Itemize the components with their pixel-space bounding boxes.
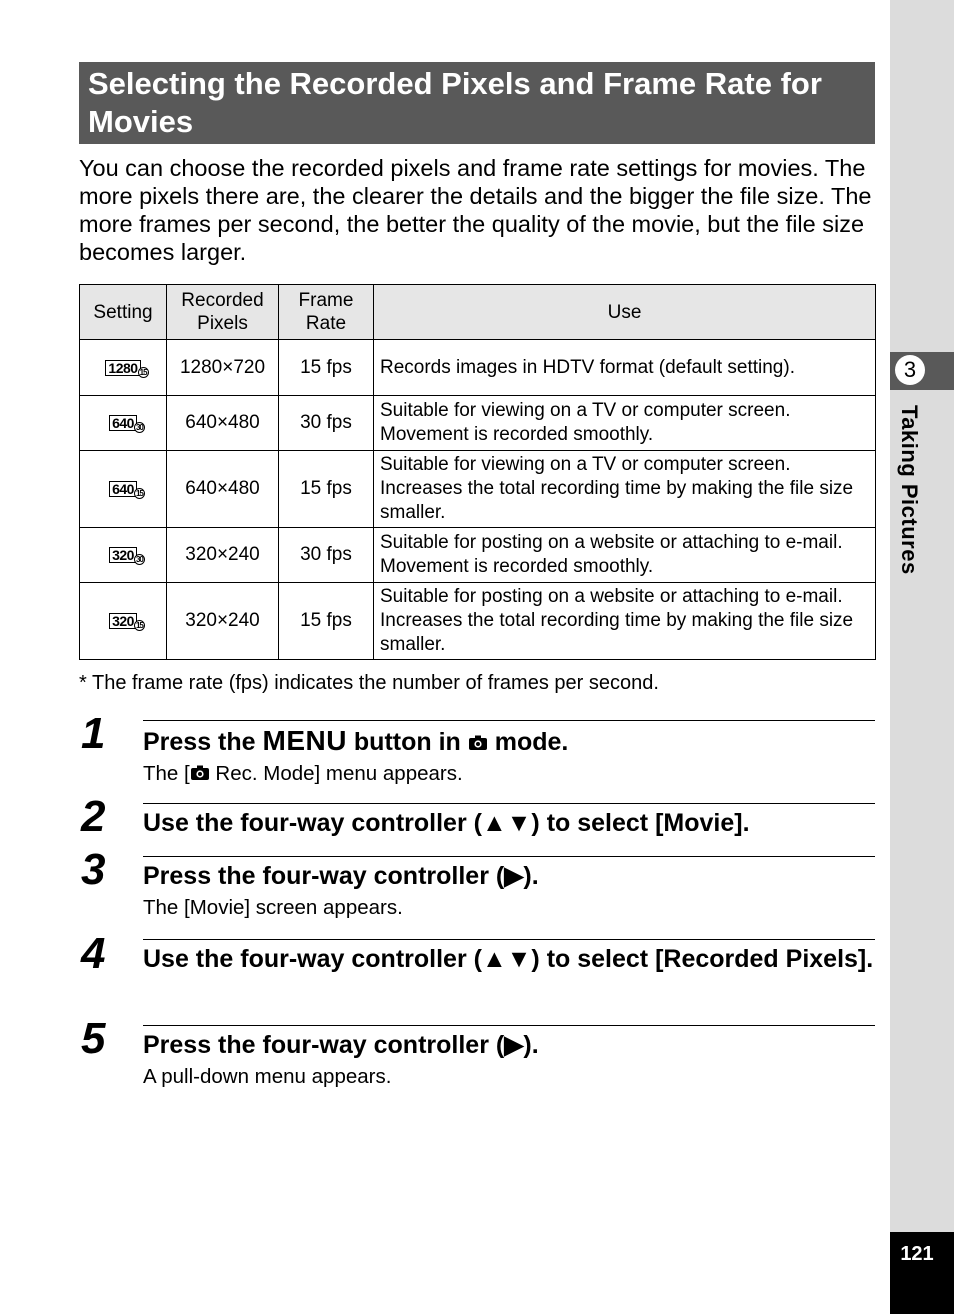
setting-cell bbox=[80, 340, 167, 396]
pixels-cell: 1280×720 bbox=[167, 340, 279, 396]
step-number: 4 bbox=[81, 929, 106, 978]
header-recorded-pixels: Recorded Pixels bbox=[167, 285, 279, 340]
step-text: Press the four-way controller (▶). bbox=[143, 862, 539, 890]
pixels-cell: 320×240 bbox=[167, 583, 279, 660]
footnote: * The frame rate (fps) indicates the number of frames per second. bbox=[79, 672, 659, 694]
movie-resolution-icon: 640 30 bbox=[109, 415, 137, 431]
header-frame-rate: Frame Rate bbox=[279, 285, 374, 340]
camera-icon bbox=[190, 765, 210, 781]
setting-cell bbox=[80, 583, 167, 660]
step-result: The [ Rec. Mode] menu appears. bbox=[143, 762, 463, 785]
step-result: A pull-down menu appears. bbox=[143, 1065, 392, 1088]
table-header-row bbox=[80, 285, 876, 340]
use-cell: Suitable for posting on a website or attaching to e-mail. Increases the total recording time by making the file size smaller. bbox=[374, 583, 876, 660]
page-title: Selecting the Recorded Pixels and Frame Rate for Movies bbox=[88, 66, 822, 139]
setting-cell bbox=[80, 396, 167, 451]
step-result: The [Movie] screen appears. bbox=[143, 896, 403, 919]
pixels-cell: 640×480 bbox=[167, 451, 279, 528]
step-3 bbox=[143, 856, 875, 922]
side-margin bbox=[890, 0, 954, 1314]
page-number: 121 bbox=[900, 1243, 934, 1265]
step-number: 3 bbox=[81, 845, 106, 894]
chapter-number: 3 bbox=[895, 355, 925, 385]
settings-table bbox=[79, 284, 876, 660]
step-text: Use the four-way controller (▲▼) to select [Recorded Pixels]. bbox=[143, 945, 874, 973]
table-row bbox=[80, 528, 876, 583]
pixels-cell: 320×240 bbox=[167, 528, 279, 583]
rate-cell: 15 fps bbox=[279, 340, 374, 396]
step-text: Press the MENU button in mode. bbox=[143, 725, 569, 756]
header-setting: Setting bbox=[80, 285, 167, 340]
step-number: 1 bbox=[81, 709, 106, 758]
use-cell: Suitable for viewing on a TV or computer screen. Movement is recorded smoothly. bbox=[374, 396, 876, 451]
rate-cell: 15 fps bbox=[279, 451, 374, 528]
rate-cell: 30 fps bbox=[279, 396, 374, 451]
rate-cell: 15 fps bbox=[279, 583, 374, 660]
movie-resolution-icon: 1280 15 bbox=[105, 360, 140, 376]
step-text: Press the four-way controller (▶). bbox=[143, 1031, 539, 1059]
pixels-cell: 640×480 bbox=[167, 396, 279, 451]
step-2 bbox=[143, 803, 875, 841]
use-cell: Suitable for posting on a website or attaching to e-mail. Movement is recorded smoothly. bbox=[374, 528, 876, 583]
step-5 bbox=[143, 1025, 875, 1091]
step-4 bbox=[143, 939, 875, 977]
step-text: Use the four-way controller (▲▼) to select [Movie]. bbox=[143, 809, 750, 837]
movie-resolution-icon: 320 15 bbox=[109, 613, 137, 629]
use-cell: Suitable for viewing on a TV or computer screen. Increases the total recording time by making the file size smaller. bbox=[374, 451, 876, 528]
setting-cell bbox=[80, 451, 167, 528]
intro-paragraph: You can choose the recorded pixels and frame rate settings for movies. The more pixels there are, the clearer the details and the bigger the file size. The more frames per second, the better the quality of the movie, but the file size becomes larger. bbox=[79, 155, 872, 265]
use-cell: Records images in HDTV format (default setting). bbox=[374, 340, 876, 396]
chapter-label: Taking Pictures bbox=[897, 405, 922, 575]
step-number: 2 bbox=[81, 792, 106, 841]
step-number: 5 bbox=[81, 1014, 106, 1063]
table-row bbox=[80, 396, 876, 451]
table-row bbox=[80, 451, 876, 528]
rate-cell: 30 fps bbox=[279, 528, 374, 583]
step-1 bbox=[143, 720, 875, 788]
table-row bbox=[80, 340, 876, 396]
movie-resolution-icon: 640 15 bbox=[109, 481, 137, 497]
title-bar bbox=[79, 62, 875, 144]
menu-button-label: MENU bbox=[262, 725, 347, 756]
header-use: Use bbox=[374, 285, 876, 340]
camera-icon bbox=[468, 735, 488, 751]
table-row bbox=[80, 583, 876, 660]
movie-resolution-icon: 320 30 bbox=[109, 547, 137, 563]
setting-cell bbox=[80, 528, 167, 583]
